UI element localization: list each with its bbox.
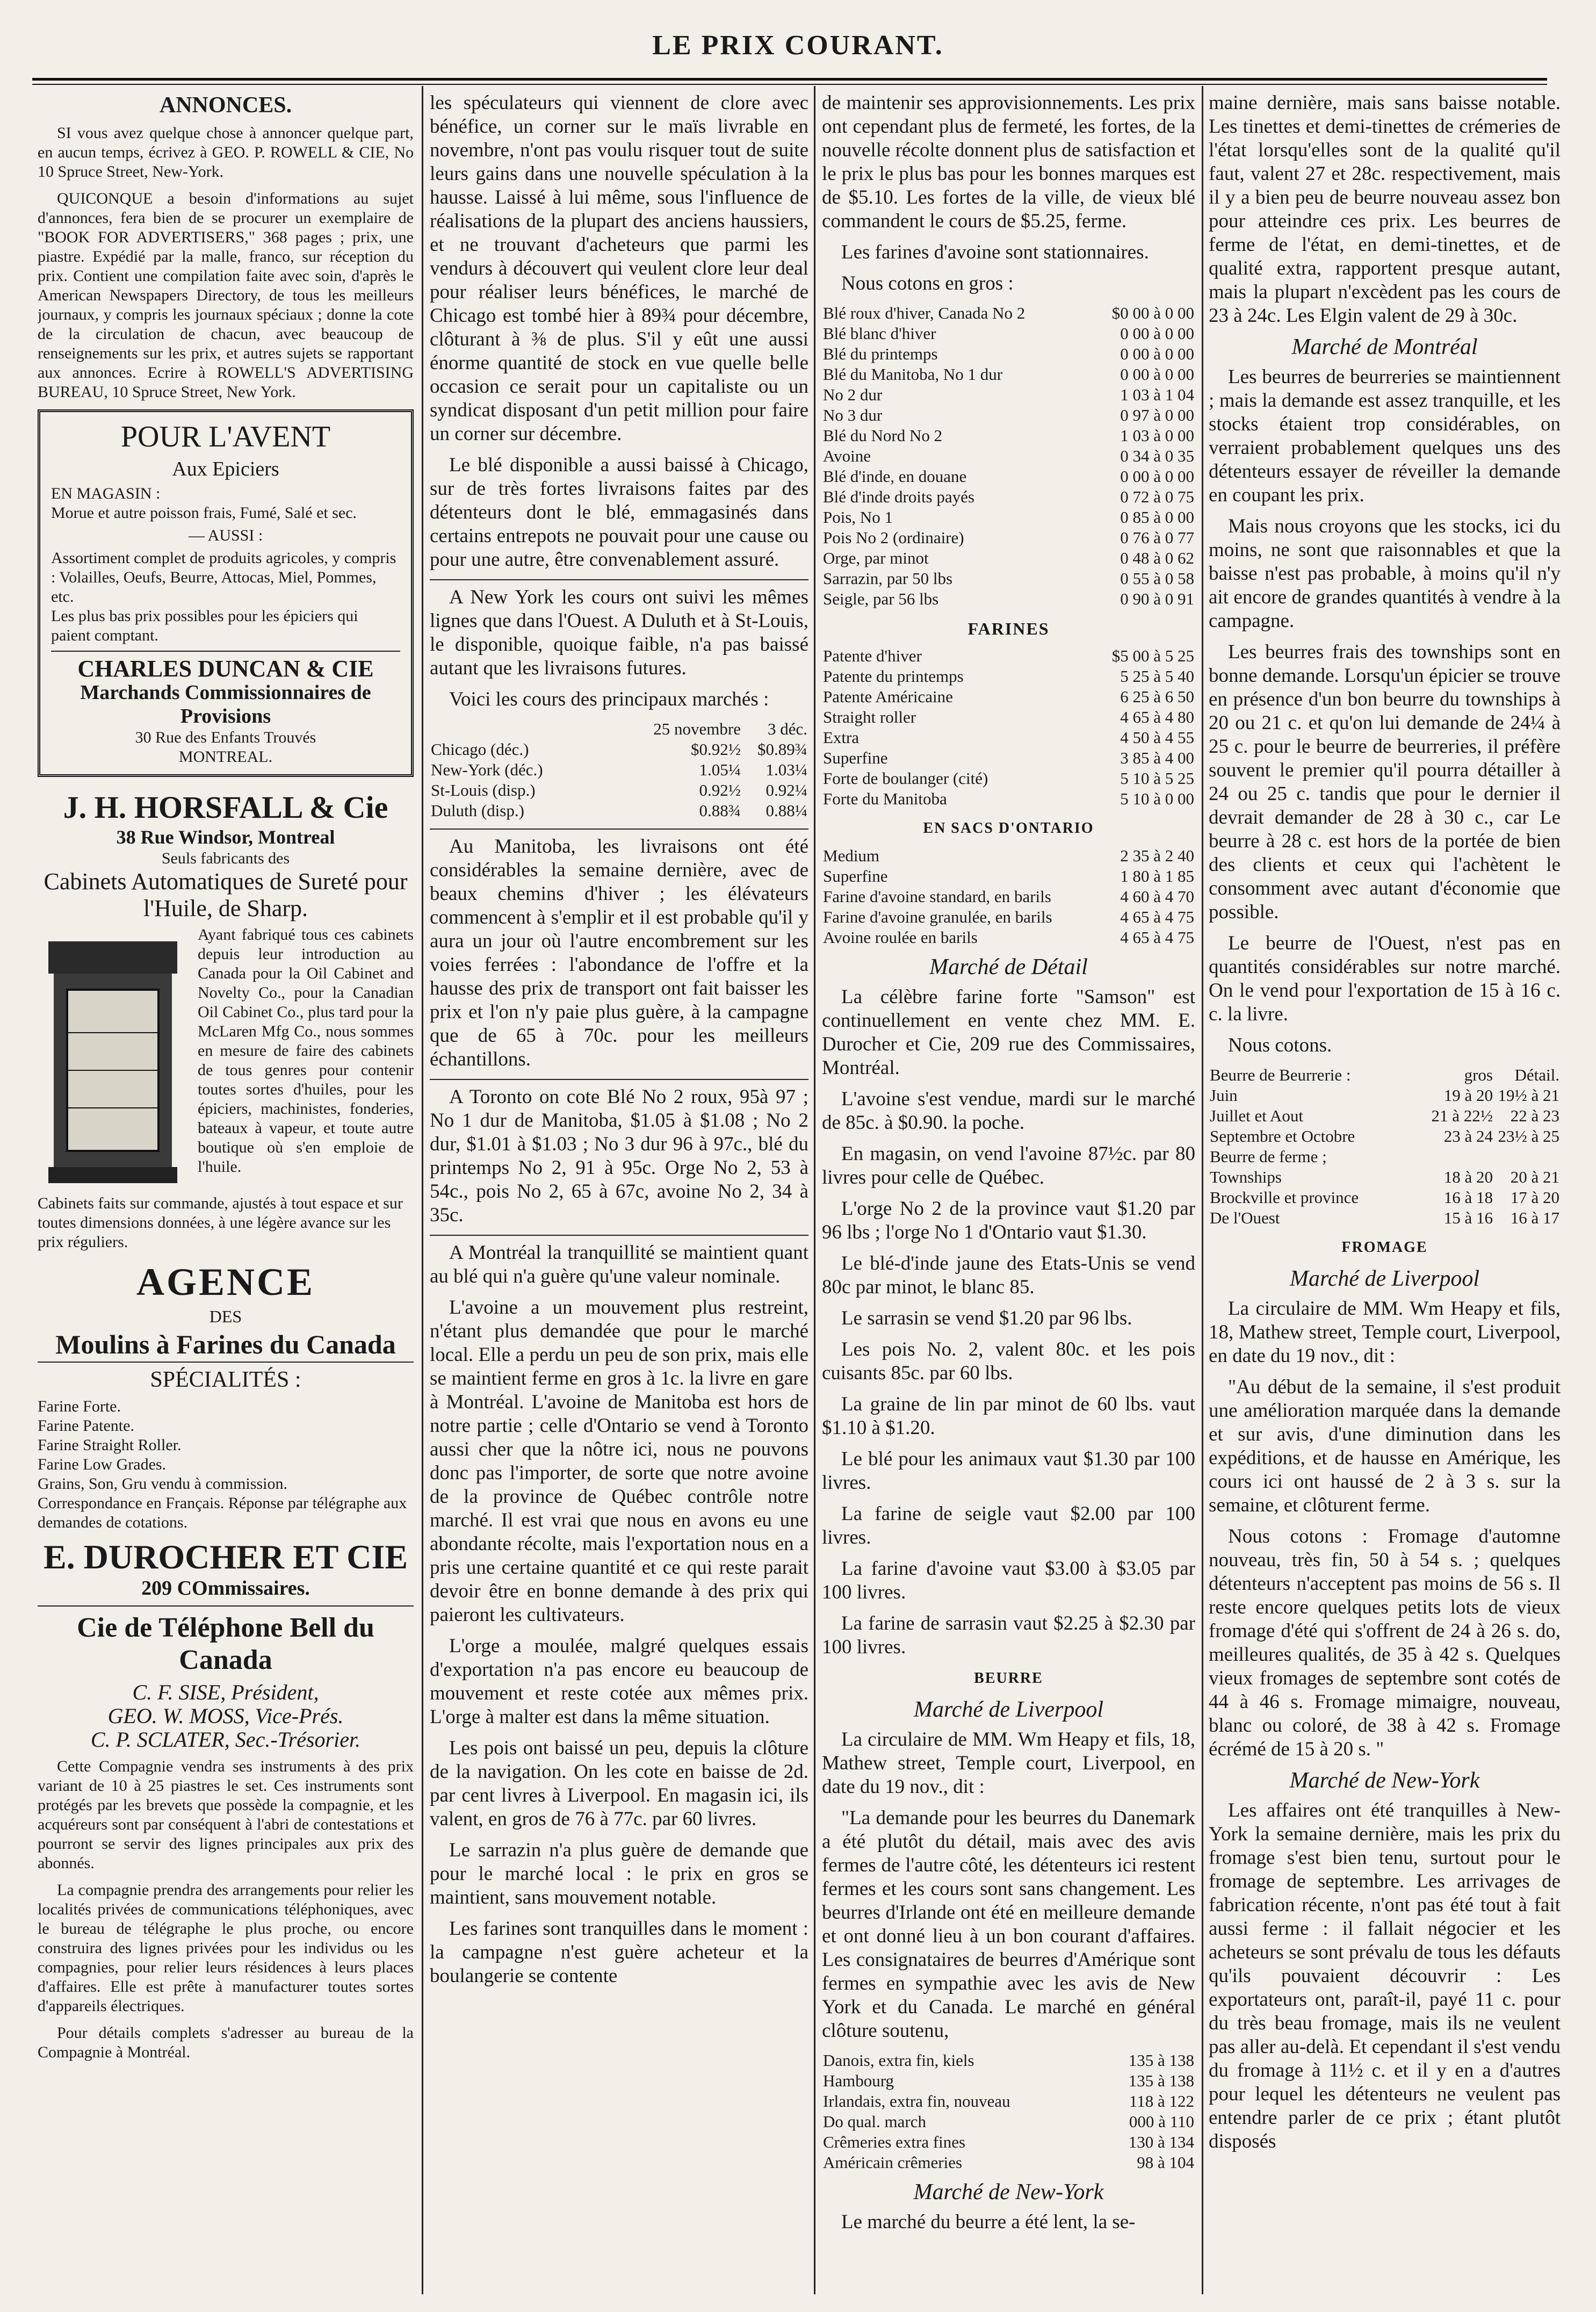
table-cell: 0.92½ <box>699 781 741 800</box>
table-row <box>822 364 1195 385</box>
table-cell: 4 65 à 4 75 <box>1120 907 1194 926</box>
table-cell: 21 à 22½ <box>1431 1106 1493 1125</box>
column-butter-cheese <box>1209 91 1561 2289</box>
markets-table <box>430 719 808 821</box>
fromage-title: FROMAGE <box>1341 1239 1428 1256</box>
bell-paragraph: Cette Compagnie vendra ses instruments à des prix variant de 10 à 25 piastres le set. Ces instruments sont protégés par les brevets que possède la compagnie, et les acquéreurs sont par conséquent à l'abri de contestations et pourront se servir des lignes principales aux prix des abonnés. <box>38 1758 414 1872</box>
table-row <box>822 303 1195 323</box>
table-cell: St-Louis (disp.) <box>431 781 536 800</box>
article-paragraph: A Montréal la tranquillité se maintient quant au blé qui n'a guère qu'une valeur nominale. <box>430 1242 808 1287</box>
table-cell: 0.92¼ <box>765 781 807 800</box>
table-cell: 0 72 à 0 75 <box>1120 487 1194 506</box>
table-cell: Seigle, par 56 lbs <box>823 589 939 608</box>
table-row <box>822 687 1195 707</box>
table-cell: Juin <box>1210 1086 1238 1105</box>
agence-des: DES <box>209 1307 242 1326</box>
table-cell: Medium <box>823 846 880 865</box>
article-paragraph: La farine d'avoine vaut $3.00 à $3.05 par 100 livres. <box>822 1558 1195 1603</box>
article-paragraph: A New York les cours ont suivi les mêmes lignes que dans l'Ouest. A Duluth et à St-Louis, le disponible, quoique faible, n'a pas baissé autant que les livraisons futures. <box>430 586 808 679</box>
avent-ad <box>38 409 414 777</box>
article-paragraph: Les pois ont baissé un peu, depuis la clôture de la navigation. On les cote en baisse de 2d. par cent livres à Liverpool. En magasin ici, ils valent, en gros de 76 à 77c. par 60 livres. <box>430 1737 808 1830</box>
article-paragraph: Les affaires ont été tranquilles à New-York la semaine dernière, mais les prix du fromage s'est bien tenu, surtout pour le fromage de septembre. Les arrivages de fabrication récente, n'ont pas été tout à fait aussi ferme : il fallait négocier et les acheteurs se sont prévalu de tous les défauts qu'ils pouvaient découvrir : Les exportateurs ont, paraît-il, payé 11 c. pour du très beau fromage, mais ils ne veulent pas aller au-delà. Et cependant il s'est vendu du fromage à 11½ c. et il y en a d'autres pour lequel les détenteurs ne veulent pas entendre parler de ce prix ; étant plutôt disposés <box>1209 1799 1561 2152</box>
table-cell: 1 03 à 0 00 <box>1120 426 1194 445</box>
article-paragraph: La circulaire de MM. Wm Heapy et fils, 18, Mathew street, Temple court, Liverpool, en date du 19 nov., dit : <box>1209 1298 1561 1367</box>
article-paragraph: Au Manitoba, les livraisons ont été considérables la semaine dernière, avec de beaux chemins d'hiver ; les élévateurs commencent à s'emplir et il est probable qu'il y aura un jour où l'autre encombrement sur les voies ferrées : l'abondance de l'offre et la hausse des prix de transport ont fait baisser les prix et l'on n'y paie plus guère, à la campagne que de 65 à 70c. pour les meilleurs échantillons. <box>430 836 808 1070</box>
table-cell: 0 76 à 0 77 <box>1120 528 1194 547</box>
table-header: 3 déc. <box>767 719 807 738</box>
table-header: 25 novembre <box>653 719 741 738</box>
table-cell: Avoine <box>823 446 871 465</box>
agence-name: Moulins à Farines du Canada <box>55 1329 396 1359</box>
table-cell: 20 à 21 <box>1510 1168 1559 1186</box>
table-row <box>822 927 1195 948</box>
table-cell: Blé du Nord No 2 <box>823 426 943 445</box>
horsfall-name: J. H. HORSFALL & Cie <box>63 790 388 825</box>
detail-title: Marché de Détail <box>929 955 1088 979</box>
column-grain-market <box>430 91 808 2289</box>
table-row <box>822 385 1195 405</box>
table-cell: Do qual. march <box>823 2112 926 2131</box>
table-cell: No 3 dur <box>823 406 883 424</box>
table-cell: Forte du Manitoba <box>823 789 947 808</box>
table-cell: Danois, extra fin, kiels <box>823 2051 974 2070</box>
table-cell: 130 à 134 <box>1128 2133 1194 2151</box>
butter-price-table <box>822 2050 1195 2173</box>
table-row <box>822 446 1195 466</box>
article-paragraph: A Toronto on cote Blé No 2 roux, 95à 97 ; No 1 dur de Manitoba, $1.05 à $1.08 ; No 2 dur, $1.01 à $1.03 ; No 3 dur 96 à 97c., blé du printemps No 2, 91 à 95c. Orge No 2, 53 à 54c., pois No 2, 65 à 67c, avoine No 2, 34 à 35c. <box>430 1086 808 1226</box>
table-cell: Irlandais, extra fin, nouveau <box>823 2092 1010 2111</box>
table-row <box>822 2091 1195 2112</box>
table-cell: 0 85 à 0 00 <box>1120 508 1194 527</box>
table-cell: Farine d'avoine standard, en barils <box>823 887 1051 906</box>
table-header-row <box>430 719 808 739</box>
table-row <box>1209 1187 1561 1208</box>
table-row <box>822 2132 1195 2152</box>
table-row <box>822 2112 1195 2132</box>
table-row <box>430 760 808 780</box>
table-cell: 0.88¼ <box>765 801 807 820</box>
table-row <box>430 739 808 760</box>
table-cell: Blé d'inde, en douane <box>823 467 967 486</box>
article-paragraph: maine dernière, mais sans baisse notable. Les tinettes et demi-tinettes de crémeries de l'état lorsqu'elles sont de la qualité qu'il faut, valent 27 et 28c. respectivement, mais il y a bien peu de beurre nouveau assez bon pour atteindre ces prix. Les beurres de ferme de l'état, en demi-tinettes, et de qualité extra, rapportent presque autant, mais la plupart n'excèdent pas les cours de 23 à 24c. Les Elgin valent de 29 à 30c. <box>1209 92 1561 327</box>
table-row <box>822 789 1195 809</box>
table-cell: 5 10 à 0 00 <box>1120 789 1194 808</box>
article-paragraph: de maintenir ses approvisionnements. Les prix ont cependant plus de fermeté, les fortes, de la nouvelle récolte donnent plus de satisfaction et le prix le plus bas pour les bonnes marques est de $5.10. Les fortes de la ville, de vieux blé commandent le cours de $5.25, ferme. <box>822 92 1195 232</box>
duncan-name: CHARLES DUNCAN & CIE <box>77 656 374 682</box>
table-cell: No 2 dur <box>823 385 883 404</box>
horsfall-footer: Cabinets faits sur commande, ajustés à tout espace et sur toutes dimensions données, à une légère avance sur les prix réguliers. <box>38 1194 403 1251</box>
specialite-item: Farine Low Grades. <box>38 1456 167 1473</box>
table-cell: New-York (déc.) <box>431 760 543 779</box>
table-row <box>822 426 1195 446</box>
table-cell: 4 65 à 4 80 <box>1120 708 1194 726</box>
article-paragraph: les spéculateurs qui viennent de clore avec bénéfice, un corner sur le maïs livrable en novembre, n'ont pas voulu risquer tout de suite leurs gains dans une nouvelle spéculation à la hausse. Laissé à lui même, sous l'influence de réalisations de la plupart des anciens haussiers, et ne trouvant d'acheteurs que parmi les vendurs à découvert qui veulent clore leur deal pour réaliser leurs bénéfices, le marché de Chicago est tombé hier à 89¾ pour décembre, clôturant à ⅜ de plus. S'il y eût une aussi énorme quantité de stock en vue quelle belle occasion ce serait pour un capitaliste ou un syndicat disposant d'un petit million pour faire un corner sur décembre. <box>430 92 808 445</box>
table-row <box>822 768 1195 789</box>
table-cell: 0 97 à 0 00 <box>1120 406 1194 424</box>
bell-officer: C. F. SISE, Président, <box>132 1680 319 1704</box>
table-cell: 3 85 à 4 00 <box>1120 748 1194 767</box>
masthead-rule <box>32 78 1547 81</box>
table-cell: Hambourg <box>823 2071 894 2090</box>
durocher-name: E. DUROCHER ET CIE <box>43 1538 408 1576</box>
table-cell: $5 00 à 5 25 <box>1111 646 1194 665</box>
table-header: gros <box>1464 1065 1493 1084</box>
durocher-address: 209 COmmissaires. <box>141 1577 310 1600</box>
specialite-item: Farine Patente. <box>38 1417 134 1435</box>
article-paragraph: Les pois No. 2, valent 80c. et les pois cuisants 85c. par 60 lbs. <box>822 1338 1195 1384</box>
table-cell: 1 80 à 1 85 <box>1120 867 1194 885</box>
bell-title: Cie de Téléphone Bell du Canada <box>77 1612 374 1675</box>
oil-cabinet-illustration <box>38 931 188 1189</box>
table-row <box>822 548 1195 568</box>
article-paragraph: Les farines d'avoine sont stationnaires. <box>841 241 1149 263</box>
annonces-paragraph: QUICONQUE a besoin d'informations au sujet d'annonces, fera bien de se procurer un exemplaire de "BOOK FOR ADVERTISERS," 368 pages ; prix, une piastre. Expédié par la malle, franco, sur réception du prix. Contient une compilation faite avec soin, d'après le American Newspapers Directory, de tous les meilleurs journaux, y compris les journaux spéciaux ; donne la cote de la circulation de chacun, avec beaucoup de renseignements sur les prix, et autres sujets se rapportant aux annonces. Ecrire à ROWELL'S ADVERTISING BUREAU, 10 Spruce Street, New York. <box>38 190 414 401</box>
article-paragraph: Les beurres de beurreries se maintiennent ; mais la demande est assez tranquille, et les stocks étaient trop considérables, on verraient probablement quelques uns des détenteurs essayer de réveiller la demande en coupant les prix. <box>1209 366 1561 506</box>
table-row <box>822 748 1195 768</box>
article-paragraph: Nous cotons en gros : <box>841 272 1014 294</box>
table-cell: Blé d'inde droits payés <box>823 487 974 506</box>
annonces-paragraph: SI vous avez quelque chose à annoncer quelque part, en aucun temps, écrivez à GEO. P. ROWELL & CIE, No 10 Spruce Street, New-York. <box>38 124 414 181</box>
table-row <box>822 405 1195 426</box>
table-cell: 0 48 à 0 62 <box>1120 549 1194 567</box>
table-cell: Superfine <box>823 748 888 767</box>
article-paragraph: L'orge a moulée, malgré quelques essais d'exportation n'a pas encore eu beaucoup de mouvement et reste cotée aux mêmes prix. L'orge à malter est dans la même situation. <box>430 1635 808 1728</box>
article-paragraph: La farine de seigle vaut $2.00 par 100 livres. <box>822 1503 1195 1548</box>
ny-title: Marché de New-York <box>913 2180 1104 2205</box>
table-cell: 0 00 à 0 00 <box>1120 324 1194 343</box>
table-cell: 4 65 à 4 75 <box>1120 928 1194 947</box>
article-paragraph: Le marché du beurre a été lent, la se- <box>841 2211 1136 2233</box>
table-cell: 1.05¼ <box>699 760 741 779</box>
table-cell: Pois, No 1 <box>823 508 893 527</box>
table-cell: Avoine roulée en barils <box>823 928 978 947</box>
avent-line: Morue et autre poisson frais, Fumé, Salé et sec. <box>51 504 357 522</box>
article-paragraph: Voici les cours des principaux marchés : <box>449 688 769 710</box>
table-row <box>822 466 1195 487</box>
masthead-rule-thin <box>32 84 1547 85</box>
table-row <box>822 646 1195 666</box>
article-paragraph: "La demande pour les beurres du Danemark a été plutôt du détail, mais avec des avis fermes de l'autre côté, les détenteurs ici restent fermes et les cours sont sans changement. Les beurres d'Irlande ont été en meilleure demande et ont donné lieu à un bon courant d'affaires. Les consignataires de beurres d'Amérique sont fermes en sympathie avec les avis de New York et du Canada. Le marché en général clôture soutenu, <box>822 1807 1195 2042</box>
table-cell: 16 à 18 <box>1443 1188 1493 1207</box>
table-cell: 0 00 à 0 00 <box>1120 467 1194 486</box>
table-cell: 19½ à 21 <box>1498 1086 1559 1105</box>
table-row <box>1209 1208 1561 1228</box>
avent-line: Les plus bas prix possibles pour les épiciers qui paient comptant. <box>51 607 358 644</box>
article-paragraph: Le blé-d'inde jaune des Etats-Unis se vend 80c par minot, le blanc 85. <box>822 1252 1195 1298</box>
table-cell: Patente du printemps <box>823 667 964 686</box>
table-cell: Blé blanc d'hiver <box>823 324 936 343</box>
table-row <box>822 2152 1195 2173</box>
avent-title: POUR L'AVENT <box>120 420 331 453</box>
article-paragraph: Le sarrazin n'a plus guère de demande que pour le marché local : le prix en gros se maintient, sans mouvement notable. <box>430 1839 808 1908</box>
table-row <box>822 728 1195 748</box>
specialite-item: Farine Straight Roller. <box>38 1436 182 1454</box>
article-paragraph: L'avoine a un mouvement plus restreint, n'étant plus demandée que pour le marché local. Elle a perdu un peu de son prix, mais elle se maintient ferme en gros à 1c. la livre en gare à Montréal. L'avoine de Manitoba est hors de notre partie ; celle d'Ontario se vend à Toronto aussi cher que la nôtre ici, nous ne pouvons donc pas l'importer, de sorte que notre avoine de la province de Québec contrôle notre marché. Il est vrai que nous en avons eu une abondante récolte, mais l'exportation nous en a pris une certaine quantité et ce qui reste parait devoir être en bonne demande à des prix qui paieront les cultivateurs. <box>430 1297 808 1626</box>
table-header-row <box>1209 1065 1561 1085</box>
table-cell: 23 à 24 <box>1443 1127 1493 1146</box>
article-paragraph: La farine de sarrasin vaut $2.25 à $2.30 par 100 livres. <box>822 1612 1195 1658</box>
article-paragraph: L'avoine s'est vendue, mardi sur le marché de 85c. à $0.90. la poche. <box>822 1088 1195 1134</box>
table-cell: 22 à 23 <box>1510 1106 1559 1125</box>
flour-price-table <box>822 646 1195 809</box>
bag-price-table <box>822 846 1195 948</box>
table-cell: 000 à 110 <box>1129 2112 1194 2131</box>
table-header: Beurre de Beurrerie : <box>1210 1065 1351 1084</box>
table-cell: 98 à 104 <box>1137 2153 1194 2172</box>
table-cell: Septembre et Octobre <box>1210 1127 1355 1146</box>
table-cell: $0.92½ <box>691 740 741 759</box>
table-row <box>822 866 1195 887</box>
grain-price-table <box>822 303 1195 609</box>
table-cell: Juillet et Aout <box>1210 1106 1303 1125</box>
article-paragraph: Mais nous croyons que les stocks, ici du moins, ne sont que raisonnables et que la baisse n'est pas probable, à moins qu'il n'y ait encore de grandes quantités à vendre à la campagne. <box>1209 515 1561 632</box>
table-cell: 0 90 à 0 91 <box>1120 589 1194 608</box>
table-cell: Patente d'hiver <box>823 646 922 665</box>
annonces-title: ANNONCES. <box>159 93 292 118</box>
bell-officer: C. P. SCLATER, Sec.-Trésorier. <box>90 1727 361 1752</box>
column-divider <box>422 86 423 2294</box>
table-cell <box>1494 1147 1561 1167</box>
table-row <box>822 907 1195 927</box>
article-paragraph: L'orge No 2 de la province vaut $1.20 par 96 lbs ; l'orge No 1 d'Ontario vaut $1.30. <box>822 1198 1195 1243</box>
table-cell: 1.03¼ <box>765 760 807 779</box>
table-cell: Chicago (déc.) <box>431 740 529 759</box>
horsfall-address: 38 Rue Windsor, Montreal <box>116 826 335 848</box>
table-cell: Sarrazin, par 50 lbs <box>823 569 953 588</box>
table-cell: 23½ à 25 <box>1498 1127 1559 1146</box>
table-row <box>430 801 808 821</box>
column-ads <box>38 91 414 2289</box>
article-paragraph: Les beurres frais des townships sont en bonne demande. Lorsqu'un épicier se trouve en présence d'un bon beurre du townships à 20 ou 21 c. et qu'on lui demande de 24¼ à 25 c. pour le beurre de beurreries, il préfère souvent le premier qu'il pourra détailler à 24 ou 25 c. tandis que pour le dernier il devrait demander de 28 à 30 c., car Le beurre à 28 c. est hors de la portée de bien des clients et ceux qui l'achètent le consomment avec autant d'économie que possible. <box>1209 641 1561 923</box>
table-cell: Pois No 2 (ordinaire) <box>823 528 964 547</box>
butter-montreal-table <box>1209 1065 1561 1228</box>
table-header: Détail. <box>1514 1065 1559 1084</box>
table-row <box>1209 1126 1561 1147</box>
table-row <box>822 568 1195 589</box>
article-paragraph: En magasin, on vend l'avoine 87½c. par 80 livres pour celle de Québec. <box>822 1143 1195 1189</box>
table-cell: 4 60 à 4 70 <box>1120 887 1194 906</box>
bell-officer: GEO. W. MOSS, Vice-Prés. <box>107 1704 344 1728</box>
specialites-note: Correspondance en Français. Réponse par télégraphe aux demandes de cotations. <box>38 1494 407 1531</box>
table-cell: $0.89¾ <box>757 740 807 759</box>
table-cell: Extra <box>823 728 860 747</box>
horsfall-subtitle: Seuls fabricants des <box>161 849 290 867</box>
table-cell: 16 à 17 <box>1510 1208 1559 1227</box>
table-cell: 0 00 à 0 00 <box>1120 344 1194 363</box>
table-cell: 5 10 à 5 25 <box>1120 769 1194 788</box>
article-paragraph: "Au début de la semaine, il s'est produit une amélioration marquée dans la demande et sur avis, d'une diminution dans les expéditions, et de hausse en Amérique, les cours ici ont haussé de 2 à 3 s. sur la semaine, et clôturent ferme. <box>1209 1376 1561 1516</box>
masthead: LE PRIX COURANT. <box>652 30 944 61</box>
article-paragraph: La graine de lin par minot de 60 lbs. vaut $1.10 à $1.20. <box>822 1393 1195 1439</box>
table-cell: Brockville et province <box>1210 1188 1359 1207</box>
avent-subtitle: Aux Epiciers <box>172 458 279 480</box>
table-row <box>822 323 1195 344</box>
duncan-city: MONTREAL. <box>178 748 273 766</box>
table-cell: 135 à 138 <box>1128 2071 1194 2090</box>
avent-line: — AUSSI : <box>188 527 263 544</box>
table-cell: 5 25 à 5 40 <box>1120 667 1194 686</box>
horsfall-title: Cabinets Automatiques de Sureté pour l'Huile, de Sharp. <box>44 868 408 921</box>
table-cell: Blé du Manitoba, No 1 dur <box>823 365 1003 384</box>
bell-paragraph: La compagnie prendra des arrangements pour relier les localités privées de communications téléphoniques, avec le bureau de télégraphe le plus proche, ou encore construira des lignes privées pour les individus ou les compagnies, pour relier leurs résidences à leurs places d'affaires. Elle est prête à manufacturer toutes sortes d'appareils électriques. <box>38 1881 414 2015</box>
table-cell: 0 34 à 0 35 <box>1120 446 1194 465</box>
table-row <box>1209 1085 1561 1106</box>
article-paragraph: Les farines sont tranquilles dans le moment : la campagne n'est guère acheteur et la boulangerie se contente <box>430 1918 808 1987</box>
table-cell: Beurre de ferme ; <box>1210 1147 1327 1166</box>
specialites-title: SPÉCIALITÉS : <box>150 1367 301 1392</box>
horsfall-body: Ayant fabriqué tous ces cabinets depuis leur introduction au Canada pour la Oil Cabinet and Novelty Co., pour la Canadian Oil Cabinet Co., plus tard pour la McLaren Mfg Co., nous sommes en mesure de faire des cabinets de tous genres pour contenir toutes sortes d'huiles, pour les épiciers, machinistes, fonderies, bateaux à vapeur, et toute autre boutique où s'en emploie de l'huile. <box>198 926 414 1176</box>
table-row <box>822 666 1195 687</box>
avent-line: Assortiment complet de produits agricoles, y compris : Volailles, Oeufs, Beurre, Attocas, Miel, Pommes, etc. <box>51 549 396 606</box>
table-cell: 135 à 138 <box>1128 2051 1194 2070</box>
table-cell: Blé du printemps <box>823 344 938 363</box>
specialite-item: Grains, Son, Gru vendu à commission. <box>38 1475 287 1493</box>
table-row <box>822 344 1195 364</box>
table-cell: 17 à 20 <box>1510 1188 1559 1207</box>
table-cell: $0 00 à 0 00 <box>1111 304 1194 322</box>
table-row <box>822 2050 1195 2071</box>
column-prices <box>822 91 1195 2289</box>
table-cell: Duluth (disp.) <box>431 801 524 820</box>
table-cell: Superfine <box>823 867 888 885</box>
table-cell: Crêmeries extra fines <box>823 2133 966 2151</box>
article-paragraph: La circulaire de MM. Wm Heapy et fils, 18, Mathew street, Temple court, Liverpool, en date du 19 nov., dit : <box>822 1728 1195 1798</box>
article-paragraph: Le blé disponible a aussi baissé à Chicago, sur de très fortes livraisons faites par des détenteurs dont le blé, emmagasinés dans certains entrepots ne pouvait pour une cause ou pour une autre, être convenablement assuré. <box>430 454 808 571</box>
table-row <box>822 2071 1195 2091</box>
table-row <box>822 507 1195 528</box>
bell-paragraph: Pour détails complets s'adresser au bureau de la Compagnie à Montréal. <box>38 2024 414 2061</box>
article-paragraph: Le blé pour les animaux vaut $1.30 par 100 livres. <box>822 1448 1195 1494</box>
table-cell: 18 à 20 <box>1443 1168 1493 1186</box>
specialite-item: Farine Forte. <box>38 1398 121 1415</box>
table-cell: 0.88¾ <box>699 801 741 820</box>
table-cell <box>1411 1147 1494 1167</box>
table-cell: Forte de boulanger (cité) <box>823 769 988 788</box>
column-divider <box>814 86 815 2294</box>
table-cell: 15 à 16 <box>1443 1208 1493 1227</box>
table-row <box>1209 1167 1561 1187</box>
table-row <box>1209 1106 1561 1126</box>
article-paragraph: Nous cotons : Fromage d'automne nouveau, très fin, 50 à 54 s. ; quelques détenteurs n'acceptent pas moins de 56 s. Il reste encore quelques petits lots de vieux fromage d'été qui s'offrent de 24 à 26 s. do, meilleures qualités, de 35 à 42 s. Quelques vieux fromages de septembre sont cotés de 44 à 46 s. Fromage mimaigre, nouveau, blanc ou coloré, de 38 à 42 s. Fromage écrémé de 15 à 20 s. " <box>1209 1525 1561 1760</box>
table-cell: Patente Américaine <box>823 687 953 706</box>
duncan-address: 30 Rue des Enfants Trouvés <box>135 729 316 746</box>
table-row <box>430 780 808 801</box>
table-row <box>822 487 1195 507</box>
table-row <box>1209 1147 1561 1167</box>
table-cell: Townships <box>1210 1168 1282 1186</box>
column-divider <box>1202 86 1203 2294</box>
table-row <box>822 589 1195 609</box>
table-cell: Américain crêmeries <box>823 2153 963 2172</box>
article-paragraph: Le beurre de l'Ouest, n'est pas en quantités considérables sur notre marché. On le vend pour l'exportation de 15 à 16 c. c. la livre. <box>1209 932 1561 1025</box>
table-cell: 1 03 à 1 04 <box>1120 385 1194 404</box>
liverpool-title: Marché de Liverpool <box>1289 1266 1480 1291</box>
montreal-title: Marché de Montréal <box>1291 335 1478 359</box>
table-cell: 118 à 122 <box>1129 2092 1194 2111</box>
table-header <box>430 719 652 739</box>
table-cell: 19 à 20 <box>1443 1086 1493 1105</box>
table-cell: Farine d'avoine granulée, en barils <box>823 907 1052 926</box>
table-cell: Blé roux d'hiver, Canada No 2 <box>823 304 1026 322</box>
duncan-description: Marchands Commissionnaires de Provisions <box>80 681 371 728</box>
table-cell: Orge, par minot <box>823 549 929 567</box>
avent-line: EN MAGASIN : <box>51 485 161 502</box>
table-row <box>822 887 1195 907</box>
article-paragraph: La célèbre farine forte "Samson" est continuellement en vente chez MM. E. Durocher et Cie, 209 rue des Commissaires, Montréal. <box>822 986 1195 1079</box>
ny-title: Marché de New-York <box>1289 1768 1480 1793</box>
table-row <box>822 528 1195 548</box>
article-paragraph: Nous cotons. <box>1228 1034 1332 1056</box>
table-cell: 0 00 à 0 00 <box>1120 365 1194 384</box>
beurre-title: BEURRE <box>974 1670 1043 1687</box>
table-cell: Straight roller <box>823 708 916 726</box>
farines-title: FARINES <box>967 619 1050 638</box>
agence-title: AGENCE <box>136 1261 315 1303</box>
liverpool-title: Marché de Liverpool <box>913 1697 1104 1722</box>
article-paragraph: Le sarrasin se vend $1.20 par 96 lbs. <box>841 1307 1132 1329</box>
table-cell: 0 55 à 0 58 <box>1120 569 1194 588</box>
table-row <box>822 846 1195 866</box>
sacs-title: EN SACS D'ONTARIO <box>923 820 1094 837</box>
table-cell: 4 50 à 4 55 <box>1120 728 1194 747</box>
table-cell: 2 35 à 2 40 <box>1120 846 1194 865</box>
table-cell: De l'Ouest <box>1210 1208 1280 1227</box>
table-cell: 6 25 à 6 50 <box>1120 687 1194 706</box>
table-row <box>822 707 1195 728</box>
